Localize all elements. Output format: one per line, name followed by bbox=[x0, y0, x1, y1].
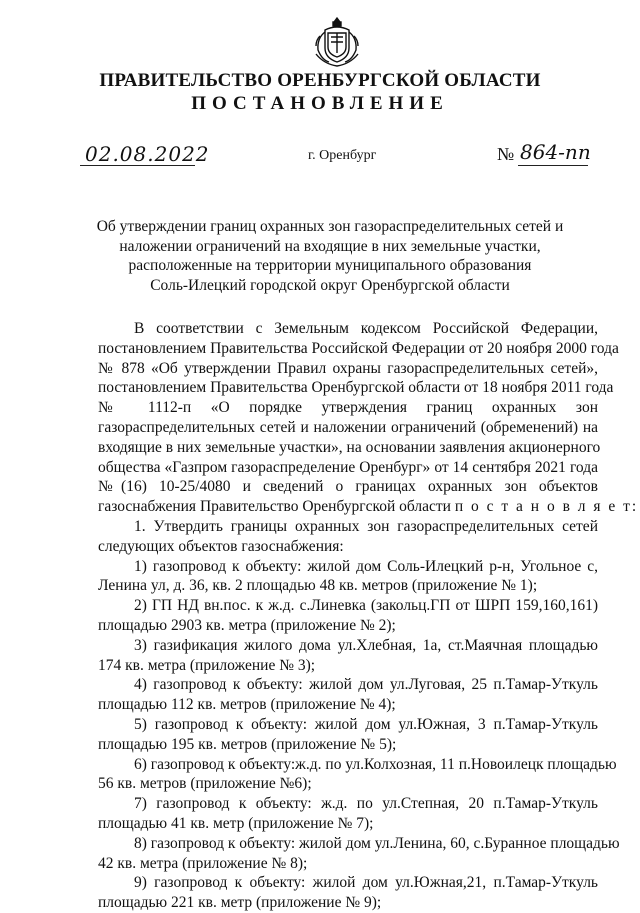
body-line bbox=[98, 774, 598, 794]
number-underline bbox=[518, 165, 588, 166]
body-line bbox=[98, 438, 601, 458]
document-city: г. Оренбург bbox=[308, 148, 377, 163]
body-line-text: 56 кв. метров (приложение №6); bbox=[98, 775, 312, 793]
government-title: ПРАВИТЕЛЬСТВО ОРЕНБУРГСКОЙ ОБЛАСТИ bbox=[99, 70, 541, 91]
body-line bbox=[98, 656, 598, 676]
body-line bbox=[98, 755, 617, 775]
body-line-text: 7) газопровод к объекту: ж.д. по ул.Степная, 20 п.Тамар-Уткуль bbox=[134, 795, 598, 813]
date-underline bbox=[80, 165, 195, 166]
body-line bbox=[98, 715, 598, 735]
body-line-text: 174 кв. метра (приложение № 3); bbox=[98, 656, 316, 674]
body-line bbox=[98, 378, 614, 398]
body-line bbox=[98, 458, 598, 478]
body-line bbox=[98, 675, 598, 695]
body-line-text: общества «Газпром газораспределение Оренбург» от 14 сентября 2021 года bbox=[98, 458, 598, 476]
body-line-text: газоснабжения Правительство Оренбургской области bbox=[98, 498, 451, 516]
body-line bbox=[98, 814, 598, 834]
body-line-text: площадью 41 кв. метр (приложение № 7); bbox=[98, 814, 374, 832]
body-line bbox=[98, 695, 598, 715]
body-line-text: 5) газопровод к объекту: жилой дом ул.Южная, 3 п.Тамар-Уткуль bbox=[134, 715, 598, 733]
body-line-text: 4) газопровод к объекту: жилой дом ул.Луговая, 25 п.Тамар-Уткуль bbox=[134, 676, 598, 694]
document-date: 02.08.2022 bbox=[85, 142, 210, 166]
body-line bbox=[98, 576, 598, 596]
body-line-text: 1. Утвердить границы охранных зон газораспределительных сетей bbox=[134, 517, 598, 535]
body-line-text: следующих объектов газоснабжения: bbox=[98, 537, 344, 555]
body-line bbox=[98, 477, 598, 497]
body-line bbox=[98, 398, 598, 418]
coat-of-arms-icon bbox=[311, 14, 363, 68]
subject-line: расположенные на территории муниципального образования bbox=[128, 257, 532, 274]
subject-line: Об утверждении границ охранных зон газораспределительных сетей и bbox=[96, 218, 564, 235]
subject-line: наложении ограничений на входящие в них земельные участки, bbox=[119, 237, 541, 255]
number-sign: № bbox=[497, 144, 515, 164]
body-line-text: № 878 «Об утверждении Правил охраны газораспределительных сетей», bbox=[98, 359, 598, 377]
decree-verb: п о с т а н о в л я е т: bbox=[454, 498, 639, 516]
body-line bbox=[98, 537, 598, 557]
body-line bbox=[98, 517, 598, 537]
body-line bbox=[98, 319, 598, 339]
document-body bbox=[98, 319, 639, 913]
body-line bbox=[98, 418, 598, 438]
subject-line: Соль-Илецкий городской округ Оренбургской области bbox=[150, 276, 510, 294]
body-line-text: №(16) 10-25/4080 и сведений о границах охранных зон объектов bbox=[98, 478, 598, 496]
document-subject bbox=[60, 217, 600, 295]
body-line bbox=[98, 834, 620, 854]
body-line-text: постановлением Правительства Оренбургской области от 18 ноября 2011 года bbox=[98, 379, 614, 397]
body-line bbox=[98, 873, 598, 893]
document-number: 864-пп bbox=[520, 140, 591, 164]
body-line bbox=[98, 596, 598, 616]
body-line-text: № 1112-п «О порядке утверждения границ охранных зон bbox=[98, 399, 598, 417]
body-line bbox=[98, 497, 639, 517]
body-line-text: 9) газопровод к объекту: жилой дом ул.Южная,21, п.Тамар-Уткуль bbox=[134, 874, 598, 892]
body-line-text: В соответствии с Земельным кодексом Российской Федерации, bbox=[134, 320, 598, 337]
body-line-text: 6) газопровод к объекту:ж.д. по ул.Колхозная, 11 п.Новоилецк площадью bbox=[134, 755, 617, 773]
body-line-text: площадью 2903 кв. метра (приложение № 2); bbox=[98, 616, 396, 634]
body-line bbox=[98, 794, 598, 814]
body-line-text: площадью 112 кв. метров (приложение № 4); bbox=[98, 696, 396, 714]
body-line bbox=[98, 339, 619, 359]
body-line bbox=[98, 854, 598, 874]
body-line-text: газораспределительных сетей и наложении ограничений (обременений) на bbox=[98, 418, 598, 436]
document-type: ПОСТАНОВЛЕНИЕ bbox=[191, 93, 449, 114]
body-line-text: площадью 195 кв. метров (приложение № 5); bbox=[98, 735, 397, 753]
body-line-text: постановлением Правительства Российской Федерации от 20 ноября 2000 года bbox=[98, 339, 619, 357]
body-line-text: 42 кв. метра (приложение № 8); bbox=[98, 854, 308, 872]
body-line-text: входящие в них земельные участки», на основании заявления акционерного bbox=[98, 438, 601, 456]
body-line-text: 8) газопровод к объекту: жилой дом ул.Ленина, 60, с.Буранное площадью bbox=[134, 834, 620, 852]
body-line bbox=[98, 359, 598, 379]
body-line bbox=[98, 636, 598, 656]
body-line-text: 3) газификация жилого дома ул.Хлебная, 1а, ст.Маячная площадью bbox=[134, 636, 598, 654]
body-line-text: 1) газопровод к объекту: жилой дом Соль-Илецкий р-н, Угольное с, bbox=[134, 557, 598, 575]
body-line bbox=[98, 735, 598, 755]
body-line-text: 2) ГП НД вн.пос. к ж.д. с.Линевка (закольц.ГП от ШРП 159,160,161) bbox=[134, 597, 598, 615]
body-line-text: Ленина ул, д. 36, кв. 2 площадью 48 кв. метров (приложение № 1); bbox=[98, 577, 538, 595]
body-line bbox=[98, 616, 598, 636]
body-line-text: площадью 221 кв. метр (приложение № 9); bbox=[98, 894, 382, 912]
body-line bbox=[98, 557, 598, 577]
body-line bbox=[98, 893, 598, 913]
